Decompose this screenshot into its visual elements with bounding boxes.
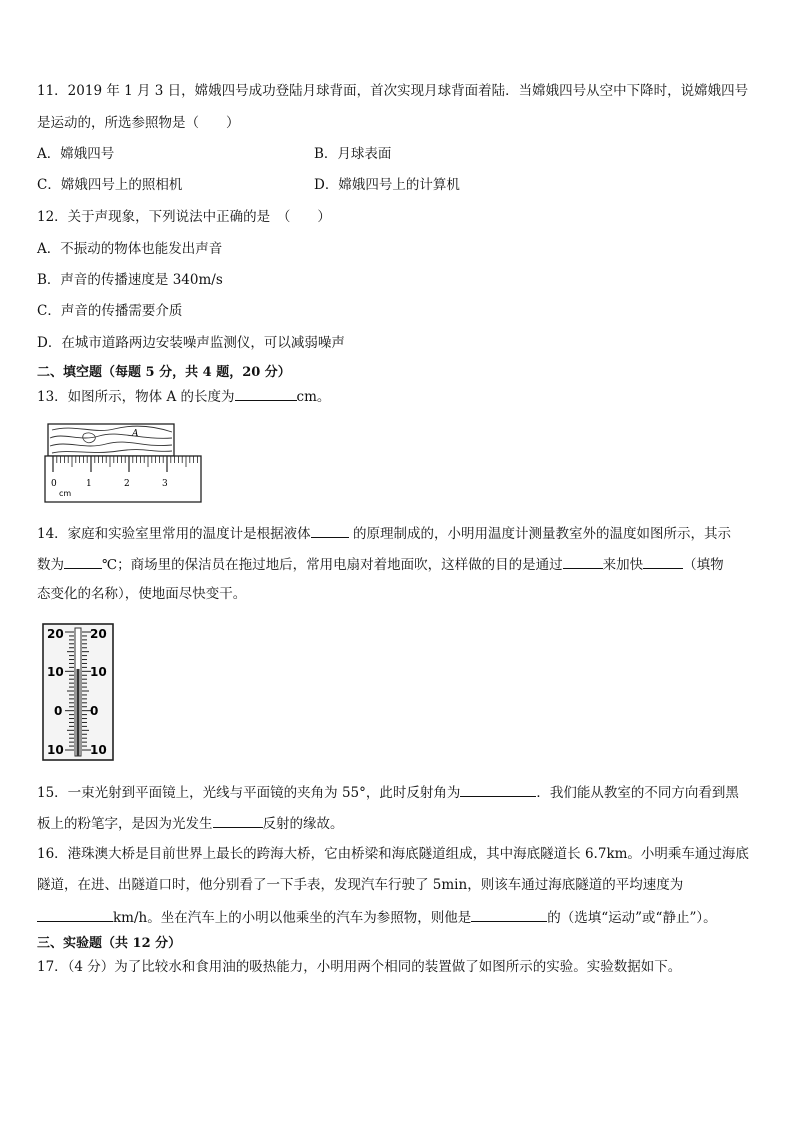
q14-text-4: ℃；商场里的保洁员在拖过地后，常用电扇对着地面吹，这样做的目的是通过	[102, 557, 563, 573]
q15-stem-line2	[37, 813, 344, 833]
q15-blank-1	[460, 782, 536, 797]
q11-option-a: A．嫦娥四号	[37, 146, 115, 162]
q11-option-b: B．月球表面	[314, 146, 392, 162]
thermometer-liquid-column	[77, 669, 80, 756]
q15-text-3: 板上的粉笔字，是因为光发生	[37, 816, 213, 832]
ruler-tick-label-2: 2	[124, 479, 130, 489]
q15-stem-line1	[37, 782, 739, 802]
q17-stem: 17．（4 分）为了比较水和食用油的吸热能力，小明用两个相同的装置做了如图所示的实验。实验数据如下。	[37, 959, 682, 975]
thermo-left-label-10: 10	[47, 665, 64, 679]
q15-text-4: 反射的缘故。	[262, 816, 344, 832]
q16-stem-line2: 隧道，在进、出隧道口时，他分别看了一下手表，发现汽车行驶了 5min，则该车通过海底隧道的平均速度为	[37, 877, 684, 893]
thermometer-figure	[40, 622, 116, 762]
q14-stem-line2	[37, 554, 724, 574]
object-a-label: A	[132, 429, 139, 439]
q16-blank-1	[37, 907, 113, 922]
q12-option-a: A．不振动的物体也能发出声音	[37, 241, 223, 257]
q15-text-2: ．我们能从教室的不同方向看到黑	[536, 785, 739, 801]
thermo-right-label-0: 0	[90, 704, 99, 718]
q14-blank-1	[311, 523, 349, 538]
thermo-right-label-10: 10	[90, 665, 107, 679]
ruler-unit-label: cm	[59, 489, 72, 498]
section-experiment-heading: 三、实验题（共 12 分）	[37, 936, 182, 951]
q14-text-2: 的原理制成的，小明用温度计测量教室外的温度如图所示，其示	[348, 526, 731, 542]
q14-stem-line3: 态变化的名称），使地面尽快变干。	[37, 586, 247, 602]
q12-option-b: B．声音的传播速度是 340m/s	[37, 272, 223, 288]
q14-stem-line1	[37, 523, 731, 543]
thermo-right-label-20: 20	[90, 627, 107, 641]
q13-stem-post: cm。	[296, 389, 331, 405]
ruler-tick-label-0: 0	[51, 479, 57, 489]
q11-option-c: C．嫦娥四号上的照相机	[37, 177, 183, 193]
q14-blank-3	[563, 554, 603, 569]
q14-text-5: 来加快	[602, 557, 644, 573]
thermo-left-label-0: 0	[54, 704, 63, 718]
q11-stem-line2: 是运动的，所选参照物是（ ）	[37, 115, 240, 131]
thermo-left-label-neg10: 10	[47, 743, 64, 757]
q16-stem-line1: 16．港珠澳大桥是目前世界上最长的跨海大桥，它由桥梁和海底隧道组成，其中海底隧道长 6.7km。小明乘车通过海底	[37, 846, 749, 862]
ruler-tick-label-1: 1	[86, 479, 92, 489]
q13-answer-blank	[235, 386, 297, 401]
ruler-tick-label-3: 3	[162, 479, 168, 489]
q12-stem: 12．关于声现象，下列说法中正确的是 （ ）	[37, 209, 331, 225]
q14-text-1: 14．家庭和实验室里常用的温度计是根据液体	[37, 526, 311, 542]
q12-option-d: D．在城市道路两边安装噪声监测仪，可以减弱噪声	[37, 335, 345, 351]
q16-text-2: 的（选填“运动”或“静止”）。	[547, 910, 717, 926]
q14-blank-4	[643, 554, 683, 569]
q16-text-1: km/h。坐在汽车上的小明以他乘坐的汽车为参照物，则他是	[113, 910, 472, 926]
q14-blank-2	[64, 554, 102, 569]
thermo-left-label-20: 20	[47, 627, 64, 641]
q15-text-1: 15．一束光射到平面镜上，光线与平面镜的夹角为 55°，此时反射角为	[37, 785, 461, 801]
q13-stem-pre: 13．如图所示，物体 A 的长度为	[37, 389, 235, 405]
q14-text-3: 数为	[37, 557, 64, 573]
q12-option-c: C．声音的传播需要介质	[37, 303, 183, 319]
q16-blank-2	[471, 907, 547, 922]
q11-stem-line1: 11．2019 年 1 月 3 日，嫦娥四号成功登陆月球背面，首次实现月球背面着陆．当嫦娥四号从空中下降时，说嫦娥四号	[37, 83, 749, 99]
section-fill-in-heading: 二、填空题（每题 5 分，共 4 题，20 分）	[37, 365, 291, 380]
q15-blank-2	[213, 813, 263, 828]
q14-text-6: （填物	[683, 557, 724, 573]
q13-stem	[37, 386, 330, 406]
thermo-right-label-neg10: 10	[90, 743, 107, 757]
q11-option-d: D．嫦娥四号上的计算机	[314, 177, 460, 193]
q16-stem-line3	[37, 907, 717, 927]
ruler-figure	[44, 420, 206, 506]
